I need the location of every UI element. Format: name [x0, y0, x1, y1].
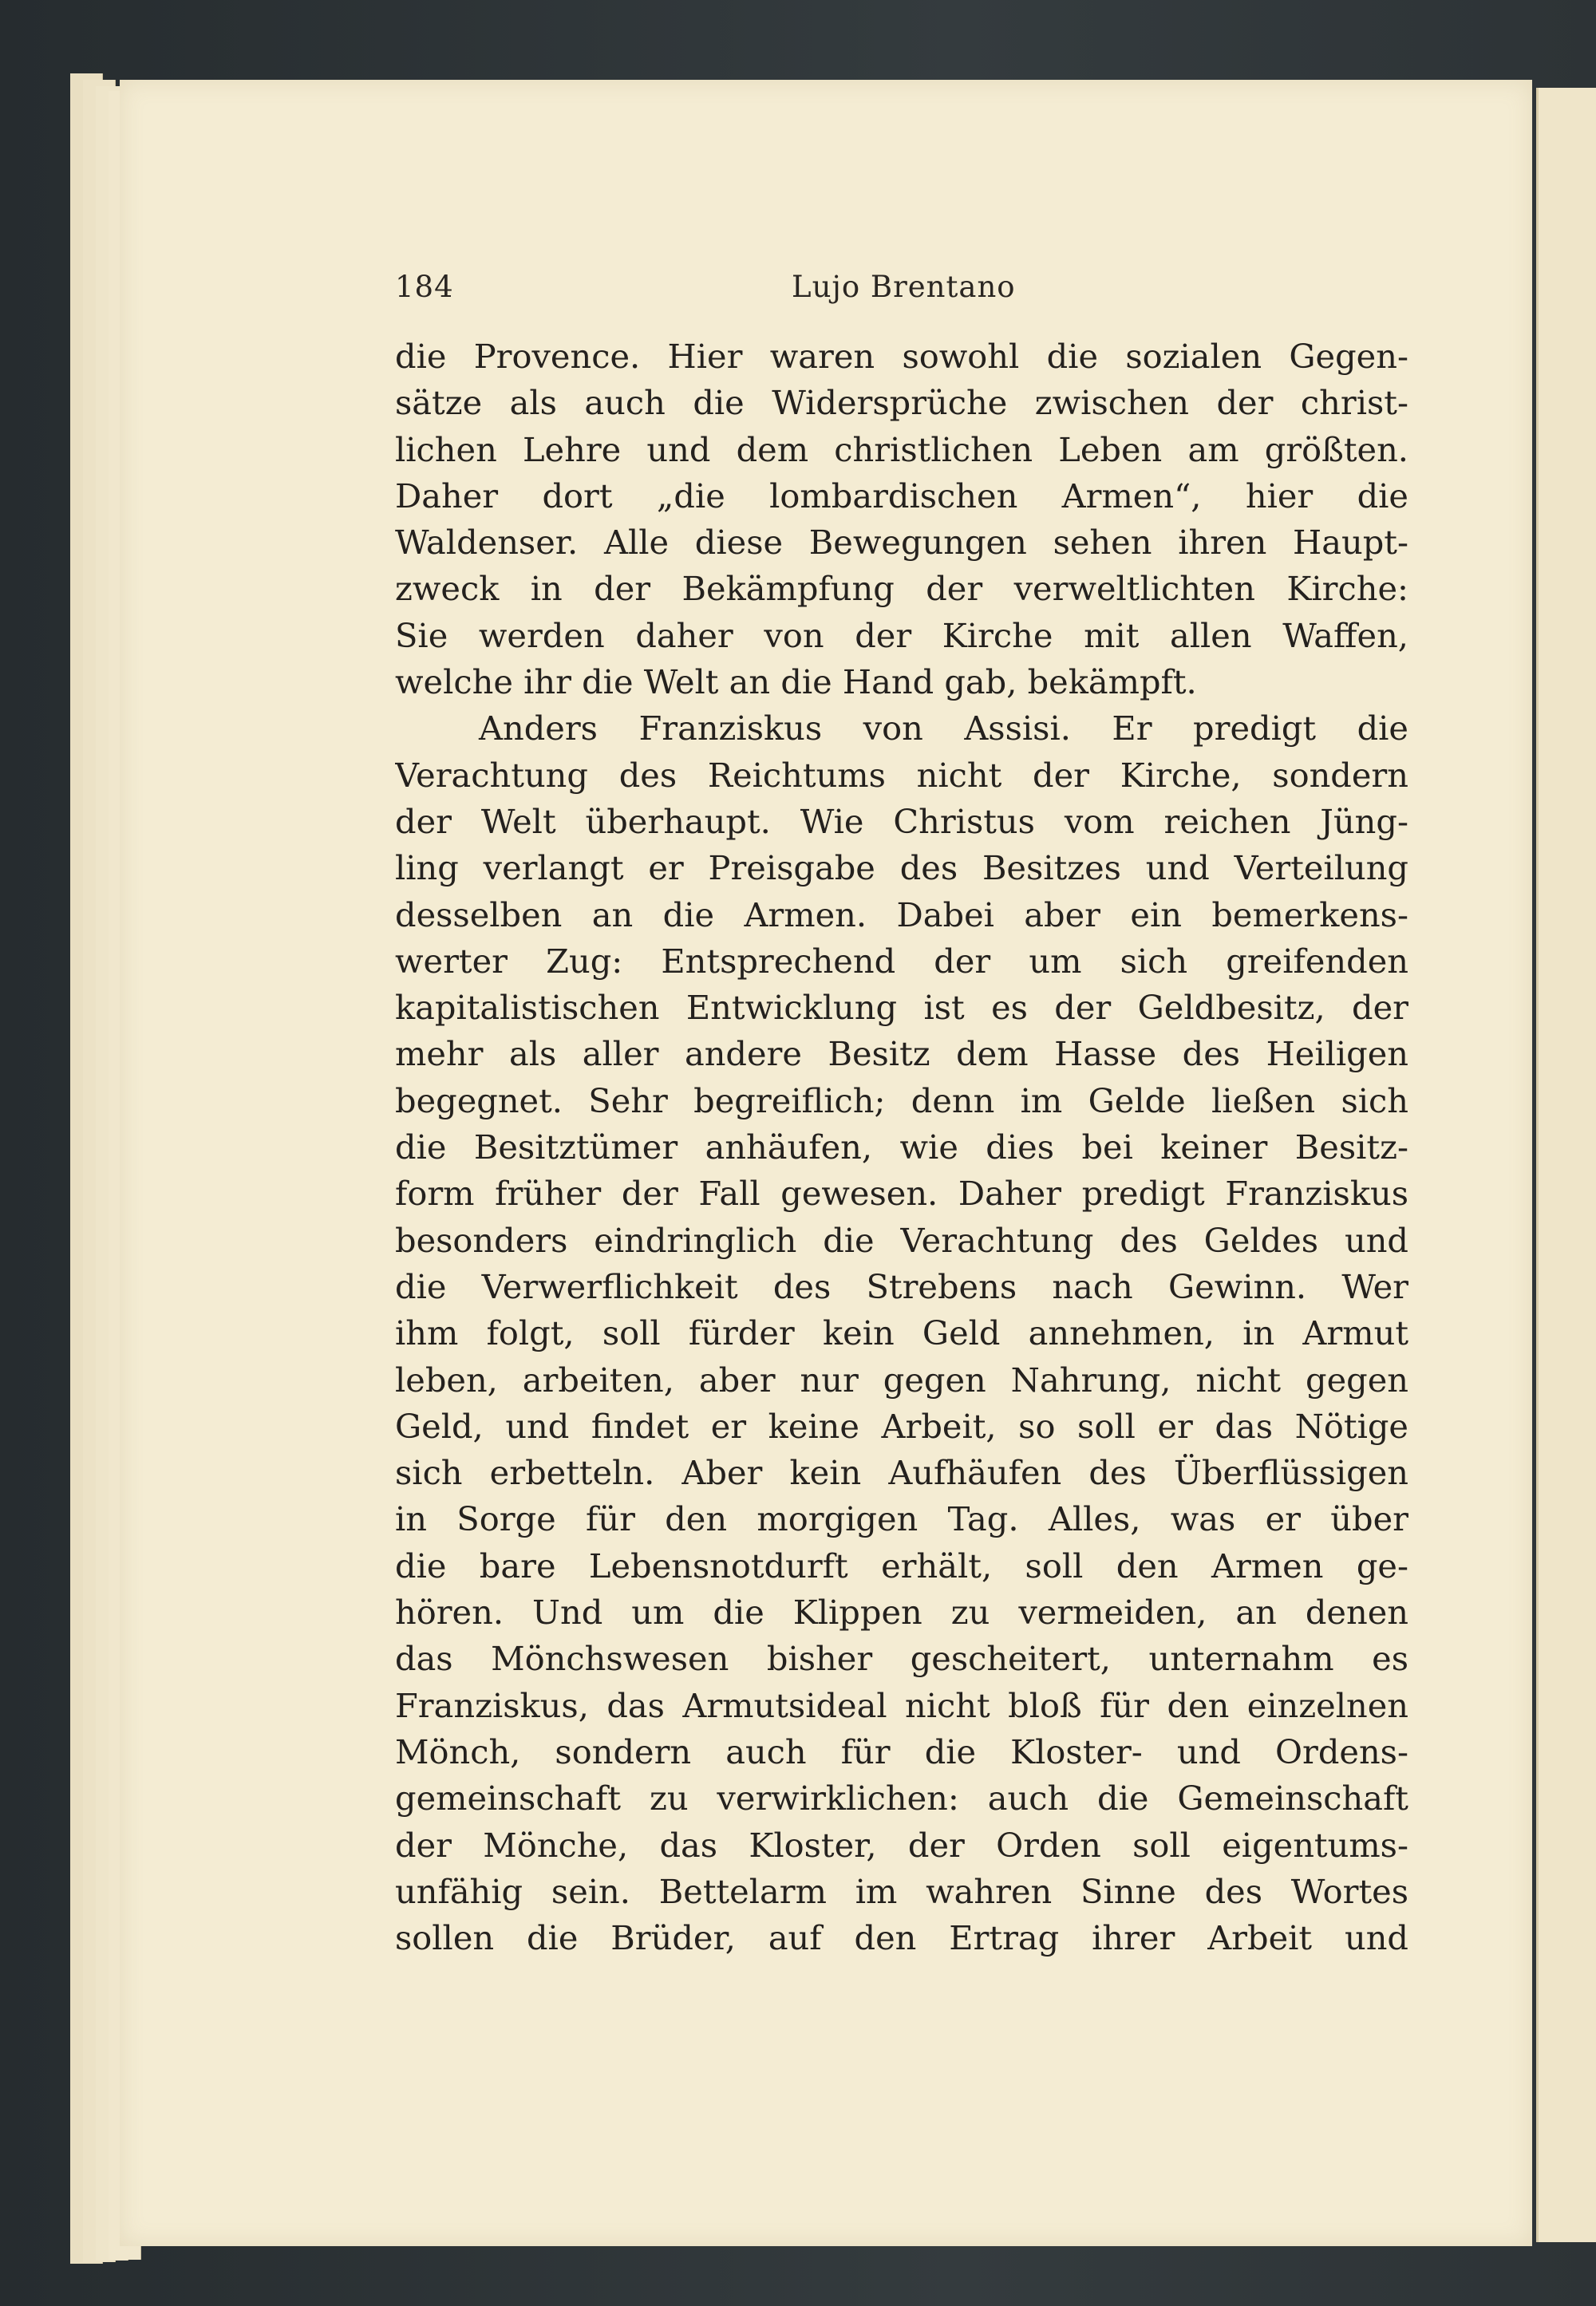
- text-line: form früher der Fall gewesen. Daher predigt Franziskus: [395, 1174, 1408, 1214]
- text-line: die bare Lebensnotdurft erhält, soll den Armen ge-: [395, 1546, 1408, 1585]
- facing-page-edge: [1536, 88, 1596, 2242]
- text-line: Sie werden daher von der Kirche mit allen Waffen,: [395, 615, 1408, 655]
- text-line: sätze als auch die Widersprüche zwischen der christ-: [395, 383, 1408, 423]
- text-line: Verachtung des Reichtums nicht der Kirche, sondern: [395, 755, 1408, 795]
- text-line: ling verlangt er Preisgabe des Besitzes und Verteilung: [395, 848, 1408, 888]
- text-line: begegnet. Sehr begreiflich; denn im Gelde ließen sich: [395, 1080, 1408, 1120]
- text-line: besonders eindringlich die Verachtung des Geldes und: [395, 1220, 1408, 1260]
- text-line: mehr als aller andere Besitz dem Hasse des Heiligen: [395, 1034, 1408, 1074]
- text-line: ihm folgt, soll fürder kein Geld annehmen, in Armut: [395, 1313, 1408, 1353]
- text-line: der Welt überhaupt. Wie Christus vom reichen Jüng-: [395, 801, 1408, 841]
- text-line: unfähig sein. Bettelarm im wahren Sinne des Wortes: [395, 1871, 1408, 1911]
- text-line: Mönch, sondern auch für die Kloster- und Ordens-: [395, 1731, 1408, 1771]
- text-line: die Besitztümer anhäufen, wie dies bei keiner Besitz-: [395, 1127, 1408, 1167]
- text-line: desselben an die Armen. Dabei aber ein bemerkens-: [395, 894, 1408, 934]
- text-line: in Sorge für den morgigen Tag. Alles, was er über: [395, 1499, 1408, 1539]
- text-line: Waldenser. Alle diese Bewegungen sehen ihren Haupt-: [395, 523, 1408, 563]
- text-line: Daher dort „die lombardischen Armen“, hier die: [395, 476, 1408, 515]
- text-line: hören. Und um die Klippen zu vermeiden, an denen: [395, 1593, 1408, 1633]
- text-line: die Verwerflichkeit des Strebens nach Gewinn. Wer: [395, 1266, 1408, 1306]
- page-number: 184: [395, 270, 454, 304]
- text-line: Anders Franziskus von Assisi. Er predigt die: [479, 709, 1408, 748]
- text-line: werter Zug: Entsprechend der um sich greifenden: [395, 941, 1408, 981]
- text-line: lichen Lehre und dem christlichen Leben am größten.: [395, 429, 1408, 469]
- text-line: Geld, und findet er keine Arbeit, so soll er das Nötige: [395, 1406, 1408, 1446]
- text-line: gemeinschaft zu verwirklichen: auch die Gemeinschaft: [395, 1779, 1408, 1818]
- text-line: das Mönchswesen bisher gescheitert, unternahm es: [395, 1639, 1408, 1679]
- text-line: der Mönche, das Kloster, der Orden soll eigentums-: [395, 1825, 1408, 1865]
- text-line: kapitalistischen Entwicklung ist es der Geldbesitz, der: [395, 988, 1408, 1028]
- text-line: Franziskus, das Armutsideal nicht bloß für den einzelnen: [395, 1685, 1408, 1725]
- text-line: zweck in der Bekämpfung der verweltlichten Kirche:: [395, 569, 1408, 609]
- page-header: [395, 270, 1408, 318]
- running-head: Lujo Brentano: [792, 270, 1016, 304]
- text-line: leben, arbeiten, aber nur gegen Nahrung, nicht gegen: [395, 1360, 1408, 1400]
- text-line: die Provence. Hier waren sowohl die sozialen Gegen-: [395, 337, 1408, 376]
- body-text: [395, 334, 1408, 1961]
- text-line: welche ihr die Welt an die Hand gab, bekämpft.: [395, 662, 1197, 702]
- text-line: sollen die Brüder, auf den Ertrag ihrer Arbeit und: [395, 1918, 1408, 1958]
- text-line: sich erbetteln. Aber kein Aufhäufen des Überflüssigen: [395, 1453, 1408, 1493]
